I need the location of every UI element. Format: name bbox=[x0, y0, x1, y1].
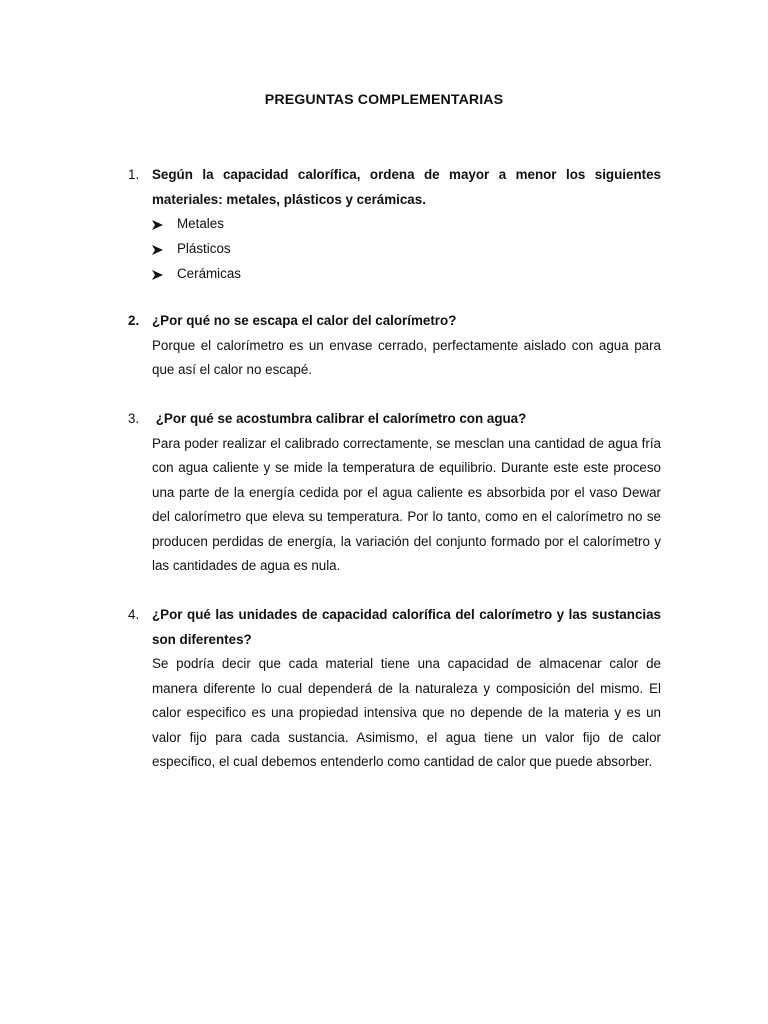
question-text: Según la capacidad calorífica, ordena de mayor a menor los siguientes materiales: metales, plásticos y cerámicas. bbox=[152, 167, 661, 207]
question-text: ¿Por qué las unidades de capacidad calorífica del calorímetro y las sustancias son diferentes? bbox=[152, 607, 661, 647]
question-number: 1. bbox=[128, 167, 140, 182]
list-item bbox=[152, 237, 661, 262]
answer-text: Porque el calorímetro es un envase cerrado, perfectamente aislado con agua para que así el calor no escapé. bbox=[152, 337, 661, 377]
question-item-2 bbox=[128, 309, 661, 383]
question-item-4 bbox=[128, 603, 661, 775]
list-item bbox=[152, 262, 661, 287]
arrowhead-bullet-icon bbox=[152, 262, 166, 280]
question-text: ¿Por qué se acostumbra calibrar el calorímetro con agua? bbox=[152, 411, 527, 426]
list-item-label: Metales bbox=[177, 216, 224, 231]
question-item-3 bbox=[128, 407, 661, 579]
answer-text: Para poder realizar el calibrado correctamente, se mesclan una cantidad de agua fría con agua caliente y se mide la temperatura de equilibrio. Durante este este proceso una parte de la energía cedida por el agua caliente es absorbida por el vaso Dewar del calorímetro que eleva su temperatura. Por lo tanto, como en el calorímetro no se producen perdidas de energía, la variación del conjunto formado por el calorímetro y las cantidades de agua es nula. bbox=[152, 435, 661, 573]
answer-text: Se podría decir que cada material tiene una capacidad de almacenar calor de manera diferente lo cual dependerá de la naturaleza y composición del mismo. El calor especifico es una propiedad intensiva que no depende de la materia y es un valor fijo para cada sustancia. Asimismo, el agua tiene un valor fijo de calor especifico, el cual debemos entenderlo como cantidad de calor que puede absorber. bbox=[152, 656, 661, 769]
list-item-label: Plásticos bbox=[177, 240, 231, 256]
arrowhead-bullet-icon bbox=[152, 212, 166, 230]
question-item-1 bbox=[128, 163, 661, 286]
question-number: 2. bbox=[128, 313, 140, 328]
question-text: ¿Por qué no se escapa el calor del calorímetro? bbox=[152, 313, 457, 328]
page-title: PREGUNTAS COMPLEMENTARIAS bbox=[264, 92, 504, 108]
materials-list bbox=[152, 212, 661, 286]
question-number: 3. bbox=[128, 411, 140, 426]
arrowhead-bullet-icon bbox=[152, 237, 166, 255]
list-item-label: Cerámicas bbox=[177, 265, 241, 281]
question-number: 4. bbox=[128, 607, 140, 622]
list-item bbox=[152, 212, 661, 237]
